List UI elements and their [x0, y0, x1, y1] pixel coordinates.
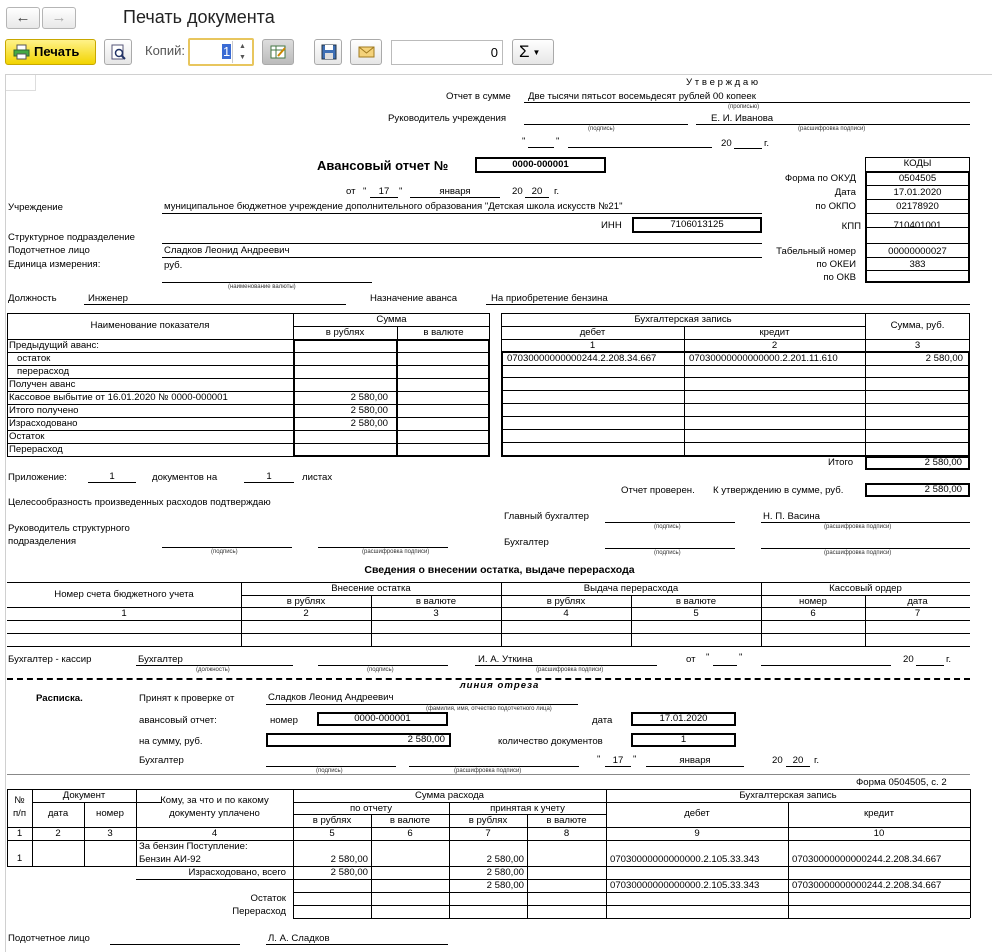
approve-header: У т в е р ж д а ю [686, 77, 759, 88]
institution-label: Учреждение [8, 202, 64, 213]
okpo-label: по ОКПО [815, 201, 856, 212]
arrow-left-icon: ← [15, 9, 31, 26]
col-rub: в рублях [286, 596, 326, 607]
save-icon [321, 44, 337, 60]
preview-icon [111, 44, 127, 61]
accountable-person-name: Л. А. Сладков [268, 933, 330, 944]
kpp-label: КПП [841, 221, 861, 232]
table-row-rub: 2 580,00 [350, 418, 388, 429]
col-doc-num: номер [96, 808, 124, 819]
report-label: авансовый отчет: [139, 715, 217, 726]
report-year-prefix: 20 [512, 186, 523, 197]
unit-value: руб. [164, 260, 183, 271]
col-n: 1 [121, 608, 127, 619]
report-title: Авансовый отчет № [317, 158, 449, 173]
col-number: 1 [16, 828, 23, 839]
codes-header: КОДЫ [865, 157, 970, 172]
sigma-icon: Σ [519, 42, 530, 61]
total-label: Итого [828, 457, 854, 468]
sign-hint: (подпись) [588, 126, 615, 132]
col-cash-order: Кассовый ордер [829, 583, 902, 594]
sign-hint: (подпись) [654, 550, 681, 556]
entry-sum: 2 580,00 [925, 353, 963, 364]
table-row-name: Перерасход [9, 444, 63, 455]
institution-value: муниципальное бюджетное учреждение дополнительного образования "Детская школа искусств №21" [164, 201, 623, 212]
okpo-value: 02178920 [896, 201, 939, 212]
head-name: Е. И. Иванова [711, 113, 774, 124]
back-button[interactable] [6, 7, 40, 29]
table-row-name: перерасход [9, 366, 70, 377]
col-rub: в рублях [546, 596, 586, 607]
q-open: " [363, 186, 367, 197]
table-edit-icon [270, 44, 287, 60]
copies-label: Копий: [145, 43, 185, 58]
inn-label: ИНН [601, 220, 622, 231]
col-np-2: п/п [12, 808, 27, 819]
chevron-down-icon: ▼ [239, 54, 246, 61]
save-button[interactable] [314, 39, 342, 65]
col-cur: в валюте [675, 596, 717, 607]
col-n: 6 [810, 608, 816, 619]
purpose-value: На приобретение бензина [491, 293, 608, 304]
approve-sum-value: 2 580,00 [865, 483, 970, 497]
cashier-role: Бухгалтер [138, 654, 183, 665]
quote-close: " [739, 652, 743, 663]
decode-hint: (расшифровка подписи) [824, 550, 892, 556]
copies-field[interactable] [188, 38, 254, 66]
col-n: 3 [433, 608, 439, 619]
approve-sum-label: К утверждению в сумме, руб. [713, 485, 844, 496]
person-hint: (фамилия, имя, отчество подотчетного лица) [426, 706, 552, 712]
quote-open: " [522, 136, 526, 147]
row1-credit: 07030000000000244.2.208.34.667 [792, 854, 942, 865]
report-checked: Отчет проверен. [621, 485, 695, 496]
receipt-person: Сладков Леонид Андреевич [268, 692, 394, 703]
year-suffix: г. [814, 755, 819, 766]
col-sum: Сумма [376, 314, 407, 325]
col-number: 3 [107, 828, 113, 839]
col-num: номер [799, 596, 827, 607]
tab-value: 00000000027 [888, 246, 947, 257]
col-accepted: принятая к учету [490, 803, 565, 814]
col-number: 6 [407, 828, 413, 839]
report-day: 17 [378, 186, 390, 197]
chief-accountant-label: Главный бухгалтер [504, 511, 589, 522]
col-credit: кредит [759, 327, 790, 338]
copies-stepper[interactable] [232, 41, 252, 63]
col-number: 10 [873, 828, 885, 839]
col-rub: в рублях [325, 327, 365, 338]
row1-debit: 07030000000000000.2.105.33.343 [610, 854, 760, 865]
year-prefix: 20 [721, 138, 732, 149]
accountant-label: Бухгалтер [504, 537, 549, 548]
remainder-title: Сведения о внесении остатка, выдаче перерасхода [364, 564, 635, 576]
kpp-value: 710401001 [893, 220, 942, 231]
col-issue: Выдача перерасхода [583, 583, 679, 594]
col-debit: дебет [579, 327, 606, 338]
unit-label: Единица измерения: [8, 259, 101, 270]
col-cur: в валюте [415, 596, 457, 607]
col-account: Номер счета бюджетного учета [54, 589, 194, 600]
row1-what-1: За бензин Поступление: [139, 841, 248, 852]
date-label: Дата [834, 187, 856, 198]
quote-open: " [597, 754, 601, 765]
decode-hint: (расшифровка подписи) [536, 667, 604, 673]
person-label: Подотчетное лицо [8, 245, 90, 256]
table-row-name: Израсходовано [9, 418, 78, 429]
print-icon [13, 44, 30, 60]
row3-credit: 07030000000000244.2.208.34.667 [792, 880, 942, 891]
year-suffix: г. [764, 138, 769, 149]
chevron-down-icon: ▼ [532, 48, 541, 58]
division-label: Структурное подразделение [8, 232, 136, 243]
quote-close: " [556, 136, 560, 147]
col-n: 4 [563, 608, 569, 619]
copies-value: 1 [223, 44, 231, 59]
okv-label: по ОКВ [823, 272, 856, 283]
year-suffix: г. [946, 654, 951, 665]
envelope-icon [358, 46, 375, 58]
role-hint: (должность) [196, 667, 230, 673]
total-value: 2 580,00 [865, 456, 970, 470]
col-np-1: № [14, 795, 25, 806]
spent-label: Израсходовано, всего [188, 867, 286, 878]
chief-accountant-name: Н. П. Васина [763, 511, 821, 522]
col-cur: в валюте [546, 815, 587, 826]
quote-open: " [706, 652, 710, 663]
report-month: января [439, 186, 471, 197]
quote-close: " [633, 754, 637, 765]
receipt-year: 20 [792, 755, 804, 766]
entry-debit: 07030000000000244.2.208.34.667 [507, 353, 657, 364]
person-value: Сладков Леонид Андреевич [164, 245, 290, 256]
okei-label: по ОКЕИ [816, 259, 856, 270]
col-entry: Бухгалтерская запись [739, 790, 837, 801]
col-n: 5 [693, 608, 699, 619]
date-label: дата [592, 715, 613, 726]
expediency-text: Целесообразность произведенных расходов подтверждаю [8, 497, 271, 508]
sheets-label: листах [302, 472, 333, 483]
col-number: 5 [329, 828, 335, 839]
col-debit: дебет [684, 808, 710, 819]
over-label: Перерасход [232, 906, 286, 917]
table-row-name: Получен аванс [9, 379, 76, 390]
accountant-label: Бухгалтер [139, 755, 184, 766]
col-deposit: Внесение остатка [331, 583, 411, 594]
sign-hint: (подпись) [211, 549, 238, 555]
inn-value: 7106013125 [632, 217, 762, 233]
print-label: Печать [34, 44, 80, 59]
appendix-sheets: 1 [266, 471, 272, 482]
tab-label: Табельный номер [776, 246, 856, 257]
head-label: Руководитель учреждения [388, 113, 507, 124]
row1-what-2: Бензин АИ-92 [139, 854, 201, 865]
col-by-report: по отчету [349, 803, 393, 814]
spent-rub: 2 580,00 [330, 867, 368, 878]
decode-hint: (расшифровка подписи) [454, 768, 522, 774]
accountable-person-label: Подотчетное лицо [8, 933, 90, 944]
sign-hint: (подпись) [316, 768, 343, 774]
col-date: дата [907, 596, 928, 607]
table-row-name: остаток [9, 353, 51, 364]
table-row-name: Итого получено [9, 405, 79, 416]
col-doc-date: дата [47, 808, 69, 819]
spent-acc: 2 580,00 [486, 867, 524, 878]
rest-label: Остаток [250, 893, 286, 904]
send-email-button[interactable] [350, 39, 382, 65]
report-year: 20 [531, 186, 543, 197]
entry-credit: 07030000000000000.2.201.11.610 [689, 353, 838, 364]
edit-table-button[interactable] [262, 39, 294, 65]
col-n: 2 [303, 608, 309, 619]
okei-value: 383 [909, 259, 926, 270]
report-number: 0000-000001 [475, 157, 606, 173]
table-row-name: Остаток [9, 431, 45, 442]
col-cur: в валюте [389, 815, 431, 826]
sign-hint: (подпись) [654, 524, 681, 530]
col-number: 7 [485, 828, 491, 839]
col-number: 8 [563, 828, 570, 839]
row1-rub: 2 580,00 [330, 854, 368, 865]
sum-label: на сумму, руб. [139, 736, 203, 747]
accepted-label: Принят к проверке от [139, 693, 235, 704]
from-label: от [346, 186, 356, 197]
date-value: 17.01.2020 [893, 187, 942, 198]
col-what-2: документу уплачено [169, 808, 260, 819]
col-sum-rub: Сумма, руб. [890, 320, 945, 331]
form-page2-label: Форма 0504505, с. 2 [856, 777, 947, 788]
window-title: Печать документа [123, 7, 275, 27]
col-n2: 2 [771, 340, 778, 351]
year-prefix: 20 [772, 755, 783, 766]
sum-in-words: Две тысячи пятьсот восемьдесят рублей 00 копеек [528, 91, 756, 102]
arrow-right-icon: → [51, 9, 67, 26]
command-bar [0, 36, 992, 72]
col-number: 2 [55, 828, 61, 839]
col-number: 4 [211, 828, 218, 839]
position-value: Инженер [88, 293, 128, 304]
receipt-number: 0000-000001 [317, 712, 448, 726]
num-label: номер [270, 715, 298, 726]
receipt-month: января [679, 755, 711, 766]
appendix-label: Приложение: [8, 472, 67, 483]
year-prefix: 20 [903, 654, 914, 665]
receipt-title: Расписка. [36, 693, 83, 704]
docs-label: документов на [152, 472, 218, 483]
col-what-1: Кому, за что и по какому [160, 795, 269, 806]
row1-acc: 2 580,00 [486, 854, 524, 865]
col-n3: 3 [914, 340, 921, 351]
col-indicator-name: Наименование показателя [90, 320, 210, 331]
col-rub: в рублях [468, 815, 508, 826]
col-n: 7 [914, 608, 921, 619]
table-row-rub: 2 580,00 [350, 405, 388, 416]
sum-label: Отчет в сумме [446, 91, 511, 102]
col-n1: 1 [589, 340, 596, 351]
docs-count-label: количество документов [498, 736, 603, 747]
forward-button[interactable] [42, 7, 76, 29]
col-doc: Документ [62, 790, 106, 801]
col-entry: Бухгалтерская запись [634, 314, 732, 325]
printed-document[interactable] [5, 74, 992, 952]
decode-hint: (расшифровка подписи) [362, 549, 430, 555]
title-bar [0, 0, 992, 36]
receipt-docs: 1 [631, 733, 736, 747]
okud-label: Форма по ОКУД [784, 173, 856, 184]
row1-n: 1 [16, 853, 23, 864]
receipt-day: 17 [612, 755, 624, 766]
table-row-name: Предыдущий аванс: [9, 340, 99, 351]
purpose-label: Назначение аванса [370, 293, 458, 304]
sum-words-hint: (прописью) [728, 104, 760, 110]
row3-acc: 2 580,00 [486, 880, 524, 891]
col-rub: в рублях [312, 815, 352, 826]
cut-line-label: линия отреза [459, 680, 540, 691]
receipt-sum: 2 580,00 [266, 733, 451, 747]
report-year-suffix: г. [554, 186, 559, 197]
div-head-label-2: подразделения [8, 536, 77, 547]
sum-field[interactable]: 0 [391, 40, 503, 65]
col-credit: кредит [863, 808, 894, 819]
sign-hint: (подпись) [367, 667, 394, 673]
col-number: 9 [694, 828, 700, 839]
okud-value: 0504505 [898, 173, 937, 184]
table-row-name: Кассовое выбытие от 16.01.2020 № 0000-000001 [9, 392, 228, 403]
decode-hint: (расшифровка подписи) [824, 524, 892, 530]
table-row-rub: 2 580,00 [350, 392, 388, 403]
preview-button[interactable] [104, 39, 132, 65]
q-close: " [399, 186, 403, 197]
appendix-docs: 1 [109, 471, 115, 482]
row3-debit: 07030000000000000.2.105.33.343 [610, 880, 760, 891]
decode-hint: (расшифровка подписи) [798, 126, 866, 132]
currency-hint: (наименование валюты) [228, 284, 296, 290]
receipt-date: 17.01.2020 [631, 712, 736, 726]
div-head-label-1: Руководитель структурного [8, 523, 130, 534]
from-label: от [686, 654, 696, 665]
cashier-name: И. А. Уткина [478, 654, 533, 665]
print-button[interactable] [5, 39, 96, 65]
cashier-label: Бухгалтер - кассир [8, 654, 92, 665]
col-expense-sum: Сумма расхода [414, 790, 485, 801]
col-cur: в валюте [423, 327, 464, 338]
sum-mode-button[interactable] [512, 39, 554, 65]
position-label: Должность [8, 293, 57, 304]
chevron-up-icon: ▲ [239, 43, 246, 50]
